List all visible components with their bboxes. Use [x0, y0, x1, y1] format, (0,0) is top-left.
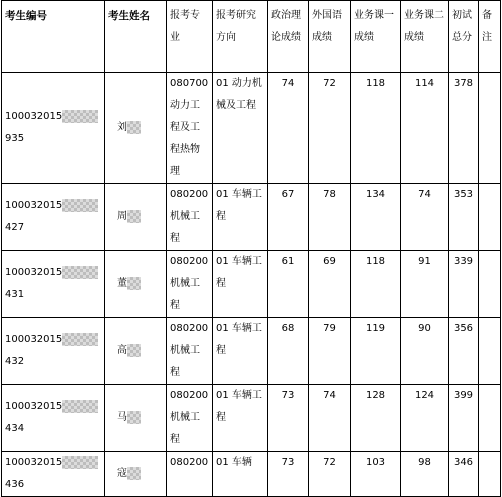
politics-score: 74: [268, 73, 309, 184]
course1-score: 119: [351, 318, 401, 385]
course1-score: 134: [351, 184, 401, 251]
course2-score: 74: [401, 184, 449, 251]
name-visible: 寇: [117, 468, 127, 479]
politics-score: 68: [268, 318, 309, 385]
name-visible: 刘: [117, 122, 127, 133]
name-visible: 高: [117, 345, 127, 356]
id-suffix: 427: [5, 222, 25, 233]
direction: 01 车辆: [213, 452, 268, 497]
total-score: 378: [449, 73, 479, 184]
remark: [479, 318, 501, 385]
redaction-mask: [62, 456, 98, 469]
politics-score: 67: [268, 184, 309, 251]
header-course1: 业务课一成绩: [351, 1, 401, 73]
table-row: [2, 385, 501, 452]
header-major: 报考专业: [167, 1, 213, 73]
candidate-name: [105, 184, 167, 251]
politics-score: 73: [268, 385, 309, 452]
candidate-id: [2, 73, 105, 184]
candidate-id: [2, 251, 105, 318]
table-row: [2, 318, 501, 385]
language-score: 72: [309, 452, 351, 497]
candidate-id: [2, 452, 105, 497]
candidate-name: [105, 251, 167, 318]
total-score: 399: [449, 385, 479, 452]
major: 080200 机械工程: [167, 318, 213, 385]
candidate-id: [2, 184, 105, 251]
major: 080200: [167, 452, 213, 497]
direction: 01 车辆工程: [213, 318, 268, 385]
course2-score: 98: [401, 452, 449, 497]
redaction-mask: [62, 199, 98, 212]
name-visible: 马: [117, 412, 127, 423]
id-prefix: 100032015: [5, 267, 63, 278]
header-id: 考生编号: [2, 1, 105, 73]
id-prefix: 100032015: [5, 457, 63, 468]
id-suffix: 434: [5, 423, 25, 434]
table-row: [2, 184, 501, 251]
name-visible: 周: [117, 211, 127, 222]
candidate-id: [2, 318, 105, 385]
language-score: 74: [309, 385, 351, 452]
header-politics: 政治理论成绩: [268, 1, 309, 73]
id-prefix: 100032015: [5, 334, 63, 345]
course2-score: 114: [401, 73, 449, 184]
language-score: 79: [309, 318, 351, 385]
language-score: 69: [309, 251, 351, 318]
total-score: 346: [449, 452, 479, 497]
table-row: [2, 452, 501, 497]
direction: 01 车辆工程: [213, 184, 268, 251]
major: 080200 机械工程: [167, 385, 213, 452]
remark: [479, 452, 501, 497]
redaction-mask: [127, 344, 141, 357]
header-remark: 备注: [479, 1, 501, 73]
total-score: 339: [449, 251, 479, 318]
remark: [479, 251, 501, 318]
candidate-name: [105, 73, 167, 184]
total-score: 356: [449, 318, 479, 385]
header-direction: 报考研究方向: [213, 1, 268, 73]
table-row: [2, 73, 501, 184]
header-row: [2, 1, 501, 73]
score-table: [1, 0, 501, 497]
redaction-mask: [62, 400, 98, 413]
id-suffix: 432: [5, 356, 25, 367]
course2-score: 90: [401, 318, 449, 385]
course2-score: 91: [401, 251, 449, 318]
redaction-mask: [127, 210, 141, 223]
course1-score: 118: [351, 251, 401, 318]
candidate-id: [2, 385, 105, 452]
redaction-mask: [127, 467, 141, 480]
redaction-mask: [62, 266, 98, 279]
header-course2: 业务课二成绩: [401, 1, 449, 73]
direction: 01 动力机械及工程: [213, 73, 268, 184]
major: 080200 机械工程: [167, 251, 213, 318]
politics-score: 61: [268, 251, 309, 318]
language-score: 72: [309, 73, 351, 184]
course1-score: 118: [351, 73, 401, 184]
id-prefix: 100032015: [5, 111, 63, 122]
candidate-name: [105, 385, 167, 452]
course2-score: 124: [401, 385, 449, 452]
id-suffix: 436: [5, 479, 25, 490]
header-total: 初试总分: [449, 1, 479, 73]
id-suffix: 431: [5, 289, 25, 300]
remark: [479, 73, 501, 184]
course1-score: 128: [351, 385, 401, 452]
politics-score: 73: [268, 452, 309, 497]
header-language: 外国语成绩: [309, 1, 351, 73]
header-name: 考生姓名: [105, 1, 167, 73]
redaction-mask: [62, 333, 98, 346]
major: 080200 机械工程: [167, 184, 213, 251]
redaction-mask: [62, 110, 98, 123]
total-score: 353: [449, 184, 479, 251]
direction: 01 车辆工程: [213, 251, 268, 318]
direction: 01 车辆工程: [213, 385, 268, 452]
candidate-name: [105, 452, 167, 497]
remark: [479, 385, 501, 452]
id-suffix: 935: [5, 133, 25, 144]
redaction-mask: [127, 411, 141, 424]
major: 080700 动力工程及工程热物理: [167, 73, 213, 184]
redaction-mask: [127, 121, 141, 134]
remark: [479, 184, 501, 251]
id-prefix: 100032015: [5, 401, 63, 412]
id-prefix: 100032015: [5, 200, 63, 211]
table-row: [2, 251, 501, 318]
redaction-mask: [127, 277, 141, 290]
candidate-name: [105, 318, 167, 385]
name-visible: 董: [117, 278, 127, 289]
language-score: 78: [309, 184, 351, 251]
course1-score: 103: [351, 452, 401, 497]
